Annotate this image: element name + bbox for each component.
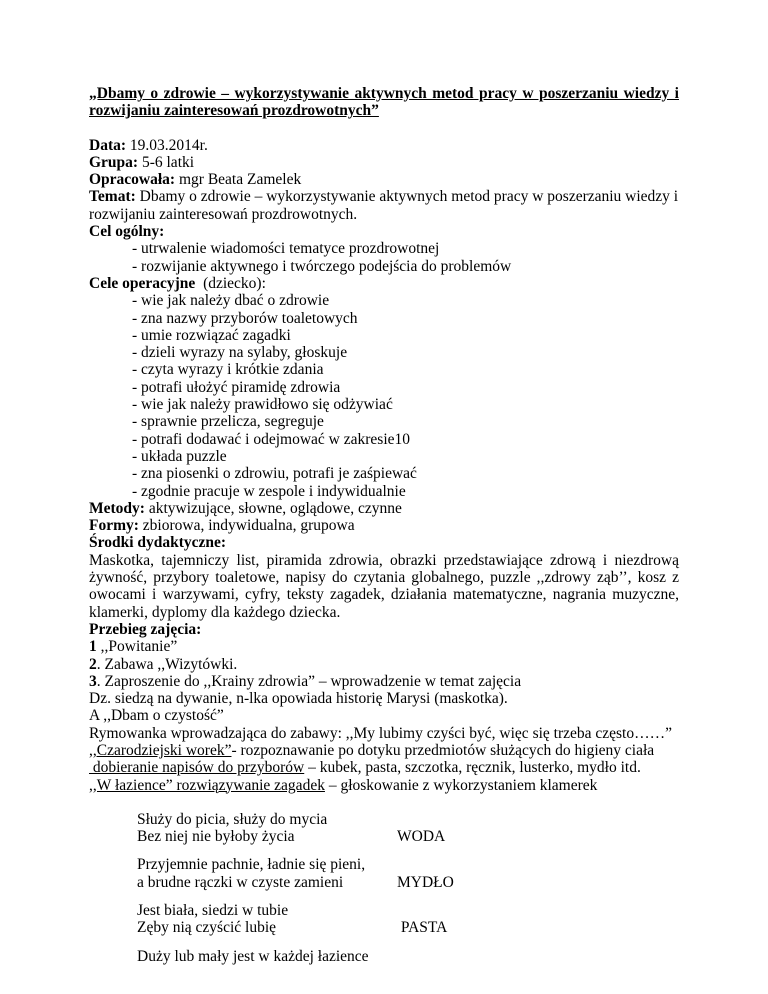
course-step: 2. Zabawa ,,Wizytówki. bbox=[89, 655, 238, 673]
aids-text: Maskotka, tajemniczy list, piramida zdrowia, obrazki przedstawiające zdrową i niezdrową żywność, przybory toaletowe, napisy do czytania globalnego, puzzle ,,zdrowy ząb’’, kosz z owocami i warzywami, cyfry, teksty zagadek, działania matematyczne, nagrania muzyczne, klamerki, dyplomy dla każdego dziecka. bbox=[89, 551, 679, 621]
document-page bbox=[89, 85, 679, 976]
operational-goal-item: - wie jak należy dbać o zdrowie bbox=[132, 292, 330, 310]
course-line: ,,Czarodziejski worek”- rozpoznawanie po dotyku przedmiotów służących do higieny ciała bbox=[89, 741, 655, 759]
riddle bbox=[137, 856, 679, 891]
operational-goal-item: - układa puzzle bbox=[132, 447, 227, 465]
riddle bbox=[137, 902, 679, 937]
course-step: 1 ,,Powitanie” bbox=[89, 638, 178, 656]
course-line: ,,W łazience” rozwiązywanie zagadek – głoskowanie z wykorzystaniem klamerek bbox=[89, 776, 598, 794]
riddles bbox=[89, 811, 679, 965]
course-line: dobieranie napisów do przyborów – kubek, pasta, szczotka, ręcznik, lusterko, mydło itd. bbox=[89, 759, 641, 777]
operational-goal-item: - zna piosenki o zdrowiu, potrafi je zaśpiewać bbox=[132, 465, 417, 483]
operational-goals-heading: Cele operacyjne (dziecko): bbox=[89, 274, 266, 292]
course-line: Dz. siedzą na dywanie, n-lka opowiada historię Marysi (maskotka). bbox=[89, 690, 508, 708]
riddle-answer: WODA bbox=[397, 828, 446, 846]
riddle-line: Zęby nią czyścić lubię bbox=[137, 919, 277, 937]
general-goal-item: - rozwijanie aktywnego i twórczego podejścia do problemów bbox=[132, 257, 512, 275]
riddle-answer: MYDŁO bbox=[397, 873, 454, 891]
riddle bbox=[137, 948, 679, 965]
meta-group: Grupa: 5-6 latki bbox=[89, 153, 195, 171]
operational-goal-item: - wie jak należy prawidłowo się odżywiać bbox=[132, 396, 393, 414]
course-line: A ,,Dbam o czystość” bbox=[89, 707, 224, 725]
operational-goal-item: - umie rozwiązać zagadki bbox=[132, 326, 291, 344]
riddle-line: Służy do picia, służy do mycia bbox=[137, 810, 328, 828]
aids-label: Środki dydaktyczne: bbox=[89, 534, 227, 552]
operational-goal-item: - czyta wyrazy i krótkie zdania bbox=[132, 361, 324, 379]
course-label: Przebieg zajęcia: bbox=[89, 620, 202, 638]
riddle-line: a brudne rączki w czyste zamieni bbox=[137, 873, 344, 891]
operational-goal-item: - potrafi ułożyć piramidę zdrowia bbox=[132, 378, 341, 396]
operational-goal-item: - zgodnie pracuje w zespole i indywidualnie bbox=[132, 482, 406, 500]
operational-goal-item: - sprawnie przelicza, segreguje bbox=[132, 413, 324, 431]
riddle-line: Bez niej nie byłoby życia bbox=[137, 828, 295, 846]
operational-goal-item: - dzieli wyrazy na sylaby, głoskuje bbox=[132, 344, 348, 362]
riddle-line: Jest biała, siedzi w tubie bbox=[137, 902, 289, 920]
topic: Temat: Dbamy o zdrowie – wykorzystywanie aktywnych metod pracy w poszerzaniu wiedzy i rozwijaniu zainteresowań prozdrowotnych. bbox=[89, 188, 679, 223]
methods: Metody: aktywizujące, słowne, oglądowe, czynne bbox=[89, 499, 402, 517]
riddle bbox=[137, 811, 679, 846]
course-step: 3. Zaproszenie do ,,Krainy zdrowia” – wprowadzenie w temat zajęcia bbox=[89, 672, 522, 690]
operational-goal-item: - zna nazwy przyborów toaletowych bbox=[132, 309, 358, 327]
operational-goal-item: - potrafi dodawać i odejmować w zakresie10 bbox=[132, 430, 411, 448]
meta-date: Data: 19.03.2014r. bbox=[89, 136, 208, 154]
general-goal-item: - utrwalenie wiadomości tematyce prozdrowotnej bbox=[132, 240, 440, 258]
riddle-line: Przyjemnie pachnie, ładnie się pieni, bbox=[137, 856, 366, 874]
riddle-answer: PASTA bbox=[397, 919, 448, 937]
riddle-line: Duży lub mały jest w każdej łazience bbox=[137, 947, 369, 965]
general-goal-label: Cel ogólny: bbox=[89, 223, 165, 241]
course-line: Rymowanka wprowadzająca do zabawy: ,,My lubimy czyści być, więc się trzeba często……” bbox=[89, 724, 672, 742]
document-title: „Dbamy o zdrowie – wykorzystywanie aktywnych metod pracy w poszerzaniu wiedzy i rozwijaniu zainteresowań prozdrowotnych” bbox=[89, 85, 679, 120]
forms: Formy: zbiorowa, indywidualna, grupowa bbox=[89, 517, 355, 535]
meta-author: Opracowała: mgr Beata Zamelek bbox=[89, 171, 302, 189]
